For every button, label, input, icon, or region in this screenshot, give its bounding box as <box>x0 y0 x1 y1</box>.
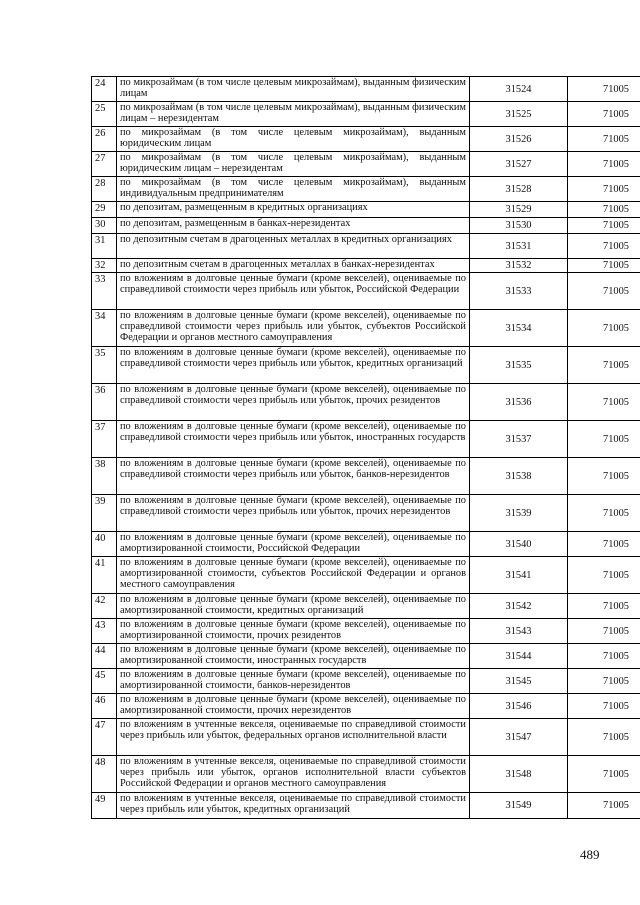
row-account: 71005 <box>568 259 640 273</box>
row-number: 34 <box>92 310 117 347</box>
row-number: 41 <box>92 557 117 594</box>
row-code: 31528 <box>470 177 568 202</box>
row-account: 71005 <box>568 177 640 202</box>
row-number: 42 <box>92 594 117 619</box>
row-number: 30 <box>92 218 117 234</box>
row-description: по вложениям в долговые ценные бумаги (кроме векселей), оцениваемые по амортизированной стоимости, Российской Федерации <box>117 532 470 557</box>
table-row <box>92 177 640 202</box>
row-description: по вложениям в долговые ценные бумаги (кроме векселей), оцениваемые по амортизированной стоимости, субъектов Российской Федерации и органов местного самоуправления <box>117 557 470 594</box>
table-row <box>92 347 640 384</box>
table-row <box>92 532 640 557</box>
table-row <box>92 719 640 756</box>
row-description: по микрозаймам (в том числе целевым микрозаймам), выданным физическим лицам <box>117 77 470 102</box>
row-description: по микрозаймам (в том числе целевым микрозаймам), выданным физическим лицам – нерезидентам <box>117 102 470 127</box>
row-code: 31533 <box>470 273 568 310</box>
row-number: 29 <box>92 202 117 218</box>
table-row <box>92 669 640 694</box>
row-number: 33 <box>92 273 117 310</box>
row-code: 31532 <box>470 259 568 273</box>
row-description: по депозитам, размещенным в кредитных организациях <box>117 202 470 218</box>
row-account: 71005 <box>568 793 640 819</box>
row-account: 71005 <box>568 202 640 218</box>
row-code: 31548 <box>470 756 568 793</box>
row-code: 31545 <box>470 669 568 694</box>
table-row <box>92 127 640 152</box>
row-code: 31543 <box>470 619 568 644</box>
row-description: по вложениям в учтенные векселя, оцениваемые по справедливой стоимости через прибыль или убыток, федеральных органов исполнительной власти <box>117 719 470 756</box>
table-row <box>92 273 640 310</box>
table-row <box>92 102 640 127</box>
row-account: 71005 <box>568 234 640 259</box>
row-description: по вложениям в долговые ценные бумаги (кроме векселей), оцениваемые по справедливой стоимости через прибыль или убыток, Российской Федерации <box>117 273 470 310</box>
row-account: 71005 <box>568 421 640 458</box>
row-code: 31530 <box>470 218 568 234</box>
table-row <box>92 202 640 218</box>
row-code: 31524 <box>470 77 568 102</box>
row-description: по вложениям в долговые ценные бумаги (кроме векселей), оцениваемые по справедливой стоимости через прибыль или убыток, субъектов Российской Федерации и органов местного самоуправления <box>117 310 470 347</box>
row-account: 71005 <box>568 495 640 532</box>
row-code: 31541 <box>470 557 568 594</box>
row-account: 71005 <box>568 218 640 234</box>
row-description: по вложениям в долговые ценные бумаги (кроме векселей), оцениваемые по справедливой стоимости через прибыль или убыток, банков-нерезидентов <box>117 458 470 495</box>
table-row <box>92 793 640 819</box>
row-number: 26 <box>92 127 117 152</box>
row-code: 31539 <box>470 495 568 532</box>
table-row <box>92 384 640 421</box>
row-number: 32 <box>92 259 117 273</box>
row-account: 71005 <box>568 719 640 756</box>
row-code: 31527 <box>470 152 568 177</box>
row-account: 71005 <box>568 152 640 177</box>
row-description: по микрозаймам (в том числе целевым микрозаймам), выданным юридическим лицам – нерезидентам <box>117 152 470 177</box>
table-row <box>92 594 640 619</box>
row-number: 36 <box>92 384 117 421</box>
table-row <box>92 644 640 669</box>
row-code: 31547 <box>470 719 568 756</box>
row-description: по вложениям в долговые ценные бумаги (кроме векселей), оцениваемые по справедливой стоимости через прибыль или убыток, иностранных государств <box>117 421 470 458</box>
row-description: по вложениям в долговые ценные бумаги (кроме векселей), оцениваемые по справедливой стоимости через прибыль или убыток, кредитных организаций <box>117 347 470 384</box>
table-row <box>92 310 640 347</box>
row-number: 45 <box>92 669 117 694</box>
table-row <box>92 619 640 644</box>
table-row <box>92 557 640 594</box>
row-account: 71005 <box>568 273 640 310</box>
row-account: 71005 <box>568 458 640 495</box>
row-code: 31534 <box>470 310 568 347</box>
row-number: 39 <box>92 495 117 532</box>
table-row <box>92 694 640 719</box>
row-description: по микрозаймам (в том числе целевым микрозаймам), выданным юридическим лицам <box>117 127 470 152</box>
row-description: по вложениям в долговые ценные бумаги (кроме векселей), оцениваемые по амортизированной стоимости, прочих нерезидентов <box>117 694 470 719</box>
table-row <box>92 421 640 458</box>
row-code: 31531 <box>470 234 568 259</box>
row-number: 43 <box>92 619 117 644</box>
row-description: по депозитным счетам в драгоценных металлах в кредитных организациях <box>117 234 470 259</box>
row-account: 71005 <box>568 619 640 644</box>
row-code: 31540 <box>470 532 568 557</box>
row-account: 71005 <box>568 694 640 719</box>
table-row <box>92 77 640 102</box>
row-number: 44 <box>92 644 117 669</box>
row-code: 31529 <box>470 202 568 218</box>
table-row <box>92 495 640 532</box>
row-description: по вложениям в учтенные векселя, оцениваемые по справедливой стоимости через прибыль или убыток, кредитных организаций <box>117 793 470 819</box>
row-code: 31525 <box>470 102 568 127</box>
row-code: 31537 <box>470 421 568 458</box>
row-code: 31542 <box>470 594 568 619</box>
row-description: по вложениям в долговые ценные бумаги (кроме векселей), оцениваемые по амортизированной стоимости, банков-нерезидентов <box>117 669 470 694</box>
table-row <box>92 756 640 793</box>
table-row <box>92 259 640 273</box>
row-account: 71005 <box>568 756 640 793</box>
row-number: 28 <box>92 177 117 202</box>
row-account: 71005 <box>568 594 640 619</box>
table-body <box>92 77 640 819</box>
row-code: 31538 <box>470 458 568 495</box>
row-number: 31 <box>92 234 117 259</box>
row-description: по вложениям в долговые ценные бумаги (кроме векселей), оцениваемые по амортизированной стоимости, кредитных организаций <box>117 594 470 619</box>
row-number: 49 <box>92 793 117 819</box>
row-code: 31536 <box>470 384 568 421</box>
row-code: 31546 <box>470 694 568 719</box>
table-row <box>92 152 640 177</box>
row-number: 35 <box>92 347 117 384</box>
row-code: 31526 <box>470 127 568 152</box>
row-number: 37 <box>92 421 117 458</box>
row-description: по микрозаймам (в том числе целевым микрозаймам), выданным индивидуальным предпринимателям <box>117 177 470 202</box>
row-account: 71005 <box>568 77 640 102</box>
row-account: 71005 <box>568 102 640 127</box>
row-number: 40 <box>92 532 117 557</box>
row-description: по вложениям в учтенные векселя, оцениваемые по справедливой стоимости через прибыль или убыток, органов исполнительной власти субъектов Российской Федерации и органов местного самоуправления <box>117 756 470 793</box>
row-account: 71005 <box>568 669 640 694</box>
row-description: по вложениям в долговые ценные бумаги (кроме векселей), оцениваемые по амортизированной стоимости, прочих резидентов <box>117 619 470 644</box>
page-number: 489 <box>580 847 600 862</box>
row-description: по вложениям в долговые ценные бумаги (кроме векселей), оцениваемые по справедливой стоимости через прибыль или убыток, прочих нерезидентов <box>117 495 470 532</box>
row-number: 47 <box>92 719 117 756</box>
row-number: 48 <box>92 756 117 793</box>
row-account: 71005 <box>568 310 640 347</box>
row-number: 24 <box>92 77 117 102</box>
row-number: 38 <box>92 458 117 495</box>
row-code: 31549 <box>470 793 568 819</box>
row-account: 71005 <box>568 347 640 384</box>
accounts-table <box>91 76 640 819</box>
row-account: 71005 <box>568 557 640 594</box>
row-description: по вложениям в долговые ценные бумаги (кроме векселей), оцениваемые по справедливой стоимости через прибыль или убыток, прочих резидентов <box>117 384 470 421</box>
table-row <box>92 234 640 259</box>
row-account: 71005 <box>568 644 640 669</box>
row-number: 25 <box>92 102 117 127</box>
row-description: по депозитам, размещенным в банках-нерезидентах <box>117 218 470 234</box>
row-number: 46 <box>92 694 117 719</box>
table-row <box>92 218 640 234</box>
row-description: по вложениям в долговые ценные бумаги (кроме векселей), оцениваемые по амортизированной стоимости, иностранных государств <box>117 644 470 669</box>
row-account: 71005 <box>568 127 640 152</box>
row-code: 31544 <box>470 644 568 669</box>
row-account: 71005 <box>568 384 640 421</box>
table-row <box>92 458 640 495</box>
row-account: 71005 <box>568 532 640 557</box>
row-code: 31535 <box>470 347 568 384</box>
row-number: 27 <box>92 152 117 177</box>
row-description: по депозитным счетам в драгоценных металлах в банках-нерезидентах <box>117 259 470 273</box>
